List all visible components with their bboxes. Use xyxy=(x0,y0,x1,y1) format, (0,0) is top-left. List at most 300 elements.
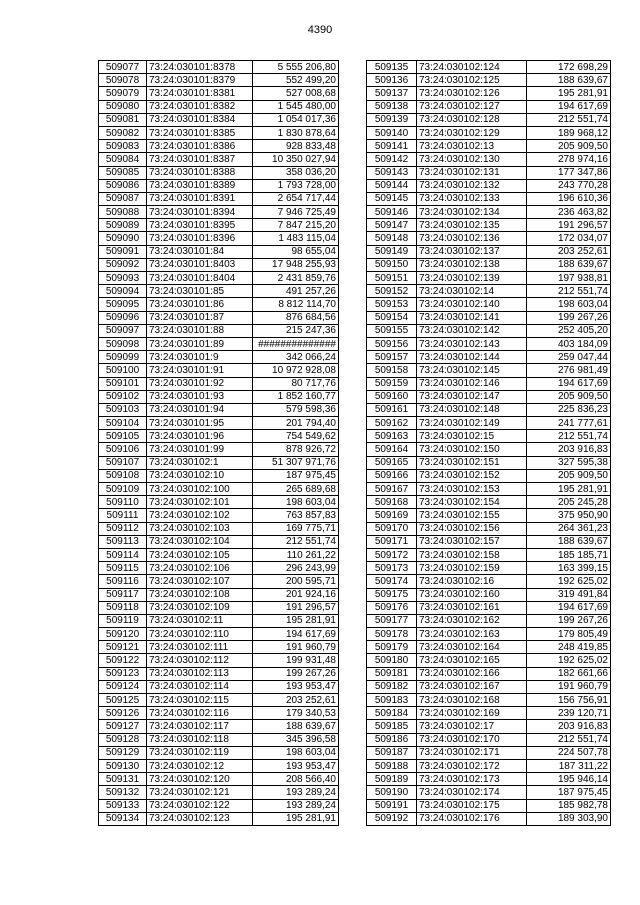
table-row xyxy=(99,535,339,548)
table-row xyxy=(367,192,611,205)
table-row xyxy=(367,377,611,390)
cadastral-number-cell: 73:24:030102:117 xyxy=(147,720,253,733)
value-cell: 876 684,56 xyxy=(253,311,339,324)
value-cell: 552 499,20 xyxy=(253,74,339,87)
cadastral-number-cell: 73:24:030102:107 xyxy=(147,575,253,588)
value-cell: 156 756,91 xyxy=(527,694,611,707)
value-cell: 1 054 017,36 xyxy=(253,113,339,126)
cadastral-number-cell: 73:24:030101:88 xyxy=(147,324,253,337)
value-cell: 51 307 971,76 xyxy=(253,456,339,469)
value-cell: 193 953,47 xyxy=(253,680,339,693)
cadastral-number-cell: 73:24:030101:86 xyxy=(147,298,253,311)
table-row xyxy=(367,799,611,812)
row-number-cell: 509180 xyxy=(367,654,417,667)
value-cell: 208 566,40 xyxy=(253,773,339,786)
row-number-cell: 509151 xyxy=(367,272,417,285)
value-cell: 259 047,44 xyxy=(527,351,611,364)
table-row xyxy=(367,588,611,601)
cadastral-number-cell: 73:24:030102:113 xyxy=(147,667,253,680)
row-number-cell: 509155 xyxy=(367,324,417,337)
cadastral-number-cell: 73:24:030102:159 xyxy=(417,562,527,575)
row-number-cell: 509129 xyxy=(99,746,147,759)
cadastral-number-cell: 73:24:030102:17 xyxy=(417,720,527,733)
value-cell: 193 289,24 xyxy=(253,799,339,812)
value-cell: 192 625,02 xyxy=(527,654,611,667)
cadastral-number-cell: 73:24:030101:89 xyxy=(147,337,253,350)
row-number-cell: 509158 xyxy=(367,364,417,377)
left-table-body xyxy=(99,61,339,826)
table-row xyxy=(367,324,611,337)
table-row xyxy=(99,140,339,153)
cadastral-number-cell: 73:24:030101:9 xyxy=(147,351,253,364)
cadastral-number-cell: 73:24:030101:8379 xyxy=(147,74,253,87)
table-row xyxy=(367,641,611,654)
cadastral-number-cell: 73:24:030102:125 xyxy=(417,74,527,87)
table-row xyxy=(99,746,339,759)
cadastral-number-cell: 73:24:030102:166 xyxy=(417,667,527,680)
cadastral-number-cell: 73:24:030102:123 xyxy=(147,812,253,825)
value-cell: 212 551,74 xyxy=(527,733,611,746)
row-number-cell: 509168 xyxy=(367,496,417,509)
value-cell: 264 361,23 xyxy=(527,522,611,535)
table-row xyxy=(99,351,339,364)
cadastral-number-cell: 73:24:030102:101 xyxy=(147,496,253,509)
cadastral-number-cell: 73:24:030101:8382 xyxy=(147,100,253,113)
row-number-cell: 509089 xyxy=(99,219,147,232)
row-number-cell: 509170 xyxy=(367,522,417,535)
value-cell: 205 245,28 xyxy=(527,496,611,509)
value-cell: 195 281,91 xyxy=(253,812,339,825)
row-number-cell: 509126 xyxy=(99,707,147,720)
cadastral-number-cell: 73:24:030102:171 xyxy=(417,746,527,759)
row-number-cell: 509189 xyxy=(367,773,417,786)
table-row xyxy=(367,548,611,561)
value-cell: 185 982,78 xyxy=(527,799,611,812)
table-row xyxy=(367,733,611,746)
table-row xyxy=(99,548,339,561)
table-row xyxy=(367,351,611,364)
table-row xyxy=(99,179,339,192)
table-row xyxy=(367,667,611,680)
value-cell: 403 184,09 xyxy=(527,337,611,350)
cadastral-number-cell: 73:24:030102:157 xyxy=(417,535,527,548)
table-row xyxy=(99,390,339,403)
row-number-cell: 509146 xyxy=(367,206,417,219)
value-cell: 248 419,85 xyxy=(527,641,611,654)
row-number-cell: 509165 xyxy=(367,456,417,469)
row-number-cell: 509169 xyxy=(367,509,417,522)
value-cell: 2 431 859,76 xyxy=(253,272,339,285)
value-cell: ############## xyxy=(253,337,339,350)
row-number-cell: 509191 xyxy=(367,799,417,812)
value-cell: 1 830 878,64 xyxy=(253,126,339,139)
cadastral-number-cell: 73:24:030102:161 xyxy=(417,601,527,614)
table-row xyxy=(367,562,611,575)
cadastral-number-cell: 73:24:030102:12 xyxy=(147,759,253,772)
value-cell: 194 617,69 xyxy=(527,100,611,113)
cadastral-number-cell: 73:24:030102:165 xyxy=(417,654,527,667)
cadastral-number-cell: 73:24:030102:156 xyxy=(417,522,527,535)
table-row xyxy=(367,100,611,113)
cadastral-number-cell: 73:24:030101:8381 xyxy=(147,87,253,100)
table-row xyxy=(99,456,339,469)
cadastral-number-cell: 73:24:030101:8394 xyxy=(147,206,253,219)
table-row xyxy=(99,509,339,522)
table-row xyxy=(99,74,339,87)
cadastral-number-cell: 73:24:030102:174 xyxy=(417,786,527,799)
row-number-cell: 509125 xyxy=(99,694,147,707)
row-number-cell: 509091 xyxy=(99,245,147,258)
cadastral-number-cell: 73:24:030102:173 xyxy=(417,773,527,786)
table-row xyxy=(99,522,339,535)
value-cell: 179 805,49 xyxy=(527,628,611,641)
value-cell: 342 066,24 xyxy=(253,351,339,364)
value-cell: 199 267,26 xyxy=(253,667,339,680)
cadastral-number-cell: 73:24:030102:152 xyxy=(417,469,527,482)
cadastral-number-cell: 73:24:030102:124 xyxy=(417,61,527,74)
cadastral-number-cell: 73:24:030102:14 xyxy=(417,285,527,298)
row-number-cell: 509145 xyxy=(367,192,417,205)
table-row xyxy=(367,113,611,126)
cadastral-number-cell: 73:24:030102:148 xyxy=(417,403,527,416)
cadastral-number-cell: 73:24:030102:129 xyxy=(417,126,527,139)
value-cell: 763 857,83 xyxy=(253,509,339,522)
cadastral-number-cell: 73:24:030102:135 xyxy=(417,219,527,232)
row-number-cell: 509182 xyxy=(367,680,417,693)
row-number-cell: 509179 xyxy=(367,641,417,654)
cadastral-number-cell: 73:24:030102:155 xyxy=(417,509,527,522)
cadastral-number-cell: 73:24:030101:8387 xyxy=(147,153,253,166)
table-row xyxy=(367,245,611,258)
table-row xyxy=(367,285,611,298)
row-number-cell: 509120 xyxy=(99,628,147,641)
cadastral-number-cell: 73:24:030102:120 xyxy=(147,773,253,786)
cadastral-number-cell: 73:24:030101:85 xyxy=(147,285,253,298)
row-number-cell: 509078 xyxy=(99,74,147,87)
value-cell: 189 968,12 xyxy=(527,126,611,139)
table-row xyxy=(99,272,339,285)
row-number-cell: 509166 xyxy=(367,469,417,482)
value-cell: 252 405,20 xyxy=(527,324,611,337)
value-cell: 375 950,90 xyxy=(527,509,611,522)
row-number-cell: 509112 xyxy=(99,522,147,535)
cadastral-number-cell: 73:24:030102:133 xyxy=(417,192,527,205)
table-row xyxy=(99,443,339,456)
cadastral-number-cell: 73:24:030102:169 xyxy=(417,707,527,720)
table-row xyxy=(367,179,611,192)
row-number-cell: 509117 xyxy=(99,588,147,601)
cadastral-number-cell: 73:24:030102:126 xyxy=(417,87,527,100)
value-cell: 203 252,61 xyxy=(253,694,339,707)
value-cell: 7 946 725,49 xyxy=(253,206,339,219)
row-number-cell: 509085 xyxy=(99,166,147,179)
value-cell: 199 267,26 xyxy=(527,311,611,324)
table-row xyxy=(367,773,611,786)
cadastral-number-cell: 73:24:030102:145 xyxy=(417,364,527,377)
cadastral-number-cell: 73:24:030102:158 xyxy=(417,548,527,561)
cadastral-number-cell: 73:24:030102:141 xyxy=(417,311,527,324)
row-number-cell: 509163 xyxy=(367,430,417,443)
value-cell: 172 698,29 xyxy=(527,61,611,74)
cadastral-number-cell: 73:24:030102:13 xyxy=(417,140,527,153)
row-number-cell: 509183 xyxy=(367,694,417,707)
cadastral-number-cell: 73:24:030101:94 xyxy=(147,403,253,416)
value-cell: 1 545 480,00 xyxy=(253,100,339,113)
row-number-cell: 509144 xyxy=(367,179,417,192)
row-number-cell: 509133 xyxy=(99,799,147,812)
value-cell: 239 120,71 xyxy=(527,707,611,720)
row-number-cell: 509107 xyxy=(99,456,147,469)
value-cell: 928 833,48 xyxy=(253,140,339,153)
row-number-cell: 509108 xyxy=(99,469,147,482)
cadastral-number-cell: 73:24:030102:162 xyxy=(417,614,527,627)
row-number-cell: 509160 xyxy=(367,390,417,403)
cadastral-number-cell: 73:24:030101:8388 xyxy=(147,166,253,179)
row-number-cell: 509098 xyxy=(99,337,147,350)
value-cell: 98 655,04 xyxy=(253,245,339,258)
row-number-cell: 509148 xyxy=(367,232,417,245)
value-cell: 196 610,36 xyxy=(527,192,611,205)
table-row xyxy=(99,483,339,496)
cadastral-number-cell: 73:24:030101:8385 xyxy=(147,126,253,139)
row-number-cell: 509137 xyxy=(367,87,417,100)
row-number-cell: 509122 xyxy=(99,654,147,667)
cadastral-number-cell: 73:24:030102:139 xyxy=(417,272,527,285)
table-row xyxy=(367,812,611,825)
row-number-cell: 509184 xyxy=(367,707,417,720)
cadastral-number-cell: 73:24:030101:99 xyxy=(147,443,253,456)
value-cell: 188 639,67 xyxy=(527,74,611,87)
table-row xyxy=(99,285,339,298)
table-row xyxy=(99,430,339,443)
cadastral-number-cell: 73:24:030102:140 xyxy=(417,298,527,311)
row-number-cell: 509164 xyxy=(367,443,417,456)
table-row xyxy=(99,61,339,74)
table-row xyxy=(367,74,611,87)
value-cell: 1 852 160,77 xyxy=(253,390,339,403)
value-cell: 17 948 255,93 xyxy=(253,258,339,271)
table-row xyxy=(99,588,339,601)
cadastral-number-cell: 73:24:030102:10 xyxy=(147,469,253,482)
row-number-cell: 509186 xyxy=(367,733,417,746)
cadastral-number-cell: 73:24:030102:100 xyxy=(147,483,253,496)
value-cell: 201 924,16 xyxy=(253,588,339,601)
row-number-cell: 509104 xyxy=(99,417,147,430)
value-cell: 265 689,68 xyxy=(253,483,339,496)
value-cell: 191 296,57 xyxy=(527,219,611,232)
row-number-cell: 509092 xyxy=(99,258,147,271)
row-number-cell: 509124 xyxy=(99,680,147,693)
value-cell: 205 909,50 xyxy=(527,390,611,403)
row-number-cell: 509176 xyxy=(367,601,417,614)
table-row xyxy=(367,126,611,139)
table-row xyxy=(99,166,339,179)
row-number-cell: 509086 xyxy=(99,179,147,192)
value-cell: 243 770,28 xyxy=(527,179,611,192)
row-number-cell: 509127 xyxy=(99,720,147,733)
value-cell: 189 303,90 xyxy=(527,812,611,825)
table-row xyxy=(99,337,339,350)
row-number-cell: 509152 xyxy=(367,285,417,298)
cadastral-number-cell: 73:24:030102:118 xyxy=(147,733,253,746)
table-row xyxy=(99,562,339,575)
row-number-cell: 509138 xyxy=(367,100,417,113)
table-row xyxy=(367,364,611,377)
cadastral-number-cell: 73:24:030102:111 xyxy=(147,641,253,654)
table-row xyxy=(367,680,611,693)
table-row xyxy=(367,87,611,100)
table-row xyxy=(367,628,611,641)
table-row xyxy=(99,707,339,720)
value-cell: 203 252,61 xyxy=(527,245,611,258)
row-number-cell: 509156 xyxy=(367,337,417,350)
value-cell: 195 281,91 xyxy=(527,483,611,496)
cadastral-number-cell: 73:24:030101:92 xyxy=(147,377,253,390)
table-row xyxy=(99,311,339,324)
row-number-cell: 509118 xyxy=(99,601,147,614)
value-cell: 198 603,04 xyxy=(253,496,339,509)
cadastral-number-cell: 73:24:030101:8386 xyxy=(147,140,253,153)
value-cell: 205 909,50 xyxy=(527,469,611,482)
value-cell: 754 549,62 xyxy=(253,430,339,443)
row-number-cell: 509081 xyxy=(99,113,147,126)
row-number-cell: 509159 xyxy=(367,377,417,390)
table-row xyxy=(367,707,611,720)
table-row xyxy=(367,469,611,482)
cadastral-number-cell: 73:24:030101:8378 xyxy=(147,61,253,74)
value-cell: 212 551,74 xyxy=(253,535,339,548)
value-cell: 527 008,68 xyxy=(253,87,339,100)
value-cell: 179 340,53 xyxy=(253,707,339,720)
value-cell: 191 960,79 xyxy=(527,680,611,693)
table-row xyxy=(99,298,339,311)
row-number-cell: 509188 xyxy=(367,759,417,772)
row-number-cell: 509111 xyxy=(99,509,147,522)
cadastral-number-cell: 73:24:030102:149 xyxy=(417,417,527,430)
table-row xyxy=(99,759,339,772)
table-row xyxy=(367,311,611,324)
cadastral-number-cell: 73:24:030102:163 xyxy=(417,628,527,641)
cadastral-number-cell: 73:24:030102:108 xyxy=(147,588,253,601)
cadastral-number-cell: 73:24:030102:104 xyxy=(147,535,253,548)
row-number-cell: 509121 xyxy=(99,641,147,654)
cadastral-number-cell: 73:24:030102:160 xyxy=(417,588,527,601)
value-cell: 10 350 027,94 xyxy=(253,153,339,166)
row-number-cell: 509096 xyxy=(99,311,147,324)
cadastral-number-cell: 73:24:030102:150 xyxy=(417,443,527,456)
value-cell: 276 981,49 xyxy=(527,364,611,377)
value-cell: 2 654 717,44 xyxy=(253,192,339,205)
table-row xyxy=(367,219,611,232)
table-row xyxy=(99,733,339,746)
row-number-cell: 509143 xyxy=(367,166,417,179)
table-row xyxy=(99,219,339,232)
cadastral-number-cell: 73:24:030102:105 xyxy=(147,548,253,561)
table-row xyxy=(99,799,339,812)
table-row xyxy=(99,126,339,139)
value-cell: 201 794,40 xyxy=(253,417,339,430)
table-row xyxy=(367,206,611,219)
value-cell: 345 396,58 xyxy=(253,733,339,746)
table-row xyxy=(367,694,611,707)
table-row xyxy=(99,206,339,219)
cadastral-number-cell: 73:24:030102:112 xyxy=(147,654,253,667)
row-number-cell: 509132 xyxy=(99,786,147,799)
row-number-cell: 509123 xyxy=(99,667,147,680)
value-cell: 215 247,36 xyxy=(253,324,339,337)
table-row xyxy=(367,786,611,799)
row-number-cell: 509147 xyxy=(367,219,417,232)
value-cell: 199 931,48 xyxy=(253,654,339,667)
table-row xyxy=(99,575,339,588)
cadastral-number-cell: 73:24:030102:146 xyxy=(417,377,527,390)
row-number-cell: 509141 xyxy=(367,140,417,153)
table-row xyxy=(367,417,611,430)
table-row xyxy=(367,614,611,627)
value-cell: 182 661,66 xyxy=(527,667,611,680)
row-number-cell: 509140 xyxy=(367,126,417,139)
value-cell: 212 551,74 xyxy=(527,113,611,126)
value-cell: 197 938,81 xyxy=(527,272,611,285)
left-table xyxy=(98,60,339,826)
value-cell: 187 975,45 xyxy=(527,786,611,799)
row-number-cell: 509130 xyxy=(99,759,147,772)
row-number-cell: 509174 xyxy=(367,575,417,588)
value-cell: 177 347,86 xyxy=(527,166,611,179)
cadastral-number-cell: 73:24:030102:134 xyxy=(417,206,527,219)
row-number-cell: 509177 xyxy=(367,614,417,627)
row-number-cell: 509172 xyxy=(367,548,417,561)
value-cell: 236 463,82 xyxy=(527,206,611,219)
value-cell: 80 717,76 xyxy=(253,377,339,390)
cadastral-number-cell: 73:24:030102:143 xyxy=(417,337,527,350)
cadastral-number-cell: 73:24:030102:151 xyxy=(417,456,527,469)
table-row xyxy=(99,680,339,693)
value-cell: 193 289,24 xyxy=(253,786,339,799)
table-row xyxy=(367,298,611,311)
table-row xyxy=(367,509,611,522)
value-cell: 327 595,38 xyxy=(527,456,611,469)
row-number-cell: 509142 xyxy=(367,153,417,166)
value-cell: 198 603,04 xyxy=(527,298,611,311)
row-number-cell: 509114 xyxy=(99,548,147,561)
table-row xyxy=(99,786,339,799)
table-row xyxy=(99,417,339,430)
cadastral-number-cell: 73:24:030102:16 xyxy=(417,575,527,588)
table-row xyxy=(99,496,339,509)
row-number-cell: 509171 xyxy=(367,535,417,548)
table-row xyxy=(367,166,611,179)
table-row xyxy=(367,390,611,403)
row-number-cell: 509115 xyxy=(99,562,147,575)
cadastral-number-cell: 73:24:030102:130 xyxy=(417,153,527,166)
cadastral-number-cell: 73:24:030101:91 xyxy=(147,364,253,377)
value-cell: 358 036,20 xyxy=(253,166,339,179)
table-row xyxy=(99,654,339,667)
table-row xyxy=(367,759,611,772)
value-cell: 193 953,47 xyxy=(253,759,339,772)
value-cell: 203 916,83 xyxy=(527,720,611,733)
cadastral-number-cell: 73:24:030101:8404 xyxy=(147,272,253,285)
value-cell: 169 775,71 xyxy=(253,522,339,535)
row-number-cell: 509113 xyxy=(99,535,147,548)
cadastral-number-cell: 73:24:030101:8391 xyxy=(147,192,253,205)
cadastral-number-cell: 73:24:030102:138 xyxy=(417,258,527,271)
row-number-cell: 509087 xyxy=(99,192,147,205)
table-row xyxy=(99,245,339,258)
table-row xyxy=(99,100,339,113)
table-row xyxy=(367,720,611,733)
